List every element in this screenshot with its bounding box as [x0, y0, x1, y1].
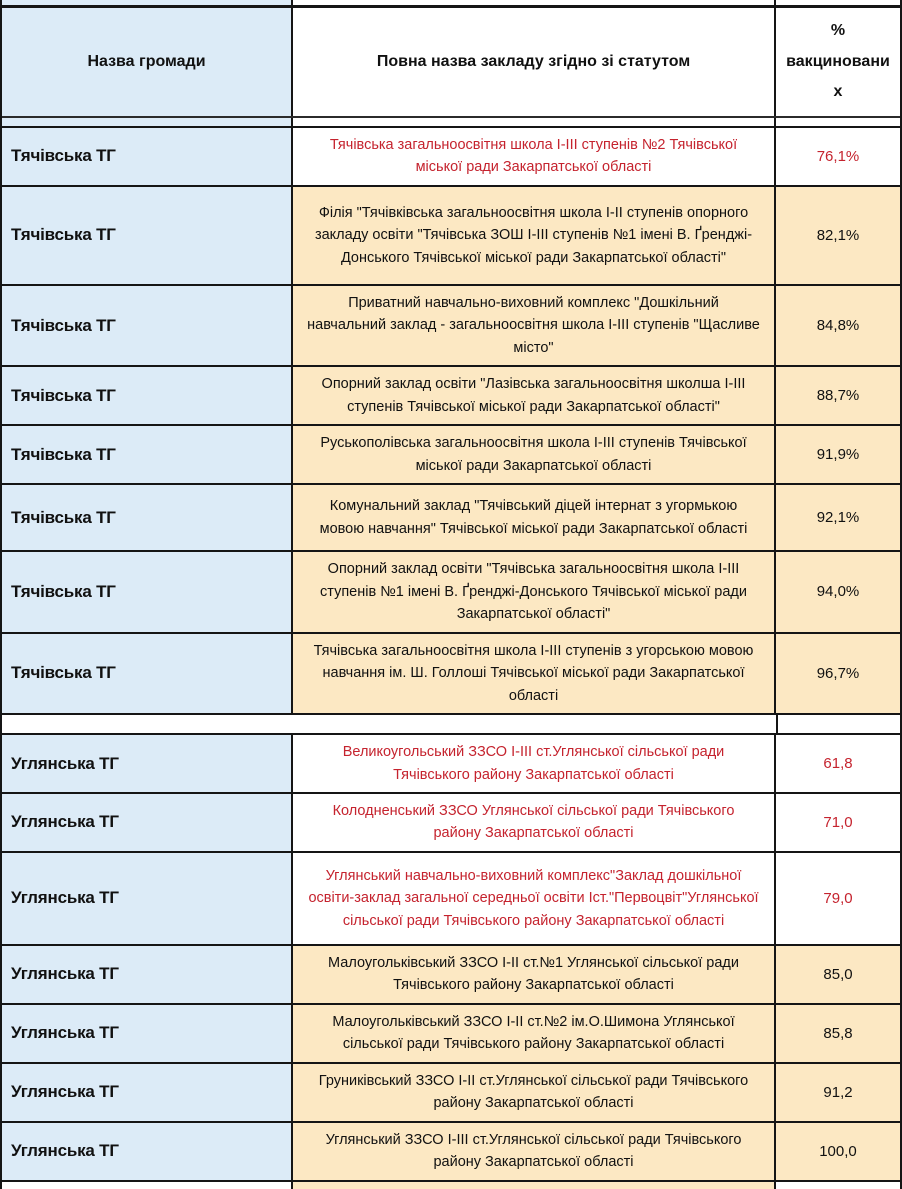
- table-row: [2, 485, 900, 552]
- school-name: Малоугольківський ЗЗСО І-ІІ ст.№1 Углянської сільської ради Тячівського району Закарпатської області: [328, 954, 739, 994]
- percent-value: 91,9%: [816, 446, 860, 464]
- table-row: [2, 735, 900, 794]
- group-spacer-row: [2, 715, 900, 735]
- school-name: Тячівська загальноосвітня школа І-ІІІ ступенів №2 Тячівської міської ради Закарпатської області: [329, 137, 738, 176]
- percent-cell[interactable]: [774, 1123, 900, 1180]
- header-percent-cell[interactable]: [774, 8, 900, 116]
- school-name: Опорний заклад освіти "Тячівська загальноосвітня школа І-ІІІ ступенів №1 імені В. Ґренджі-Донського Тячівської міської ради Закарпатської області": [320, 561, 747, 623]
- school-name: Приватний навчально-виховний комплекс "Дошкільний навчальний заклад - загальноосвітня школа І-ІІІ ступенів "Щасливе місто": [307, 294, 760, 356]
- community-cell[interactable]: [2, 1123, 291, 1180]
- header-school-label: Повна назва закладу згідно зі статутом: [376, 52, 691, 70]
- table-row: [2, 552, 900, 633]
- school-name: Опорний заклад освіти "Лазівська загальноосвітня школша І-ІІІ ступенів Тячівської міської ради Закарпатської області": [321, 376, 746, 415]
- percent-value: 88,7%: [816, 387, 860, 405]
- community-name: Углянська ТГ: [11, 1023, 119, 1043]
- community-cell[interactable]: [2, 552, 291, 631]
- percent-cell[interactable]: [774, 187, 900, 284]
- header-community-label: Назва громади: [87, 52, 206, 70]
- community-cell[interactable]: [2, 187, 291, 284]
- school-cell[interactable]: [291, 128, 774, 185]
- cutoff-cell: [774, 1182, 900, 1189]
- percent-value: 96,7%: [816, 664, 860, 682]
- school-name: Углянський навчально-виховний комплекс"Заклад дошкільної освіти-заклад загальної середньої освіти Іст."Первоцвіт"Углянської сільської ради Тячівського району Закарпатської області: [308, 867, 759, 929]
- divider-cell: [291, 118, 774, 126]
- percent-value: 82,1%: [816, 226, 860, 244]
- percent-cell[interactable]: [774, 426, 900, 483]
- header-percent-label: % вакцинованих: [786, 22, 890, 101]
- table-row: [2, 1005, 900, 1064]
- community-name: Тячівська ТГ: [11, 507, 116, 527]
- community-cell[interactable]: [2, 735, 291, 792]
- cutoff-cell: [2, 0, 291, 5]
- percent-cell[interactable]: [774, 128, 900, 185]
- header-school-cell[interactable]: [291, 8, 774, 116]
- table-row: [2, 426, 900, 485]
- table-body: [2, 128, 900, 1182]
- community-name: Углянська ТГ: [11, 812, 119, 832]
- community-cell[interactable]: [2, 634, 291, 713]
- table-row: [2, 1123, 900, 1182]
- community-name: Тячівська ТГ: [11, 663, 116, 683]
- community-name: Углянська ТГ: [11, 753, 119, 773]
- community-cell[interactable]: [2, 128, 291, 185]
- school-cell[interactable]: [291, 946, 774, 1003]
- community-name: Тячівська ТГ: [11, 581, 116, 601]
- percent-cell[interactable]: [774, 552, 900, 631]
- percent-value: 61,8: [823, 755, 853, 772]
- school-cell[interactable]: [291, 1123, 774, 1180]
- percent-value: 94,0%: [816, 583, 860, 601]
- school-name: Колодненський ЗЗСО Углянської сільської ради Тячівського району Закарпатської області: [332, 802, 735, 842]
- school-cell[interactable]: [291, 853, 774, 944]
- school-cell[interactable]: [291, 735, 774, 792]
- community-name: Тячівська ТГ: [11, 385, 116, 405]
- spacer-cell: [2, 715, 776, 733]
- table-row: [2, 853, 900, 946]
- community-cell[interactable]: [2, 426, 291, 483]
- community-name: Углянська ТГ: [11, 964, 119, 984]
- cutoff-row-top: [2, 0, 900, 8]
- school-cell[interactable]: [291, 367, 774, 424]
- community-name: Углянська ТГ: [11, 1141, 119, 1161]
- table-row: [2, 367, 900, 426]
- percent-cell[interactable]: [774, 634, 900, 713]
- community-cell[interactable]: [2, 367, 291, 424]
- community-name: Углянська ТГ: [11, 888, 119, 908]
- percent-cell[interactable]: [774, 1005, 900, 1062]
- community-cell[interactable]: [2, 1064, 291, 1121]
- school-cell[interactable]: [291, 794, 774, 851]
- percent-value: 85,0: [823, 965, 853, 983]
- percent-cell[interactable]: [774, 367, 900, 424]
- school-cell[interactable]: [291, 634, 774, 713]
- cutoff-cell: [2, 1182, 291, 1189]
- school-cell[interactable]: [291, 426, 774, 483]
- cutoff-cell: [774, 0, 900, 5]
- school-name: Філія "Тячівківська загальноосвітня школа І-ІІ ступенів опорного закладу освіти "Тячівська ЗОШ І-ІІІ ступенів №1 імені В. Ґренджі-Донського Тячівської міської ради Закарпатської області": [314, 204, 753, 266]
- divider-cell: [774, 118, 900, 126]
- school-name: Комунальний заклад "Тячівський діцей інтернат з угормькою мовою навчання" Тячівської міської ради Закарпатської області: [319, 498, 748, 537]
- table-row: [2, 286, 900, 367]
- school-name: Углянський ЗЗСО І-ІІІ ст.Углянської сільської ради Тячівського району Закарпатської області: [325, 1131, 742, 1171]
- community-name: Тячівська ТГ: [11, 146, 116, 166]
- percent-value: 85,8: [823, 1024, 853, 1042]
- table-row: [2, 1064, 900, 1123]
- header-community-cell[interactable]: [2, 8, 291, 116]
- community-cell[interactable]: [2, 853, 291, 944]
- school-cell[interactable]: [291, 1005, 774, 1062]
- spacer-cell: [776, 715, 900, 733]
- percent-cell[interactable]: [774, 286, 900, 365]
- community-name: Углянська ТГ: [11, 1082, 119, 1102]
- percent-value: 71,0: [823, 813, 853, 831]
- percent-value: 79,0: [823, 889, 853, 907]
- table-row: [2, 946, 900, 1005]
- community-cell[interactable]: [2, 1005, 291, 1062]
- community-cell[interactable]: [2, 286, 291, 365]
- community-name: Тячівська ТГ: [11, 225, 116, 245]
- school-cell[interactable]: [291, 485, 774, 550]
- percent-cell[interactable]: [774, 485, 900, 550]
- percent-cell[interactable]: [774, 1064, 900, 1121]
- school-name: Великоугольський ЗЗСО І-ІІІ ст.Углянської сільської ради Тячівського району Закарпатської області: [342, 744, 725, 783]
- cutoff-cell: [291, 0, 774, 5]
- cutoff-cell: [291, 1182, 774, 1189]
- table-row: [2, 128, 900, 187]
- community-cell[interactable]: [2, 946, 291, 1003]
- table-header: [2, 8, 900, 118]
- school-cell[interactable]: [291, 286, 774, 365]
- percent-value: 84,8%: [816, 317, 860, 335]
- community-name: Тячівська ТГ: [11, 444, 116, 464]
- percent-cell[interactable]: [774, 794, 900, 851]
- table-row: [2, 187, 900, 286]
- school-name: Груниківський ЗЗСО І-ІІ ст.Углянської сільської ради Тячівського району Закарпатської області: [318, 1072, 749, 1112]
- community-cell[interactable]: [2, 794, 291, 851]
- percent-cell[interactable]: [774, 735, 900, 792]
- divider-cell: [2, 118, 291, 126]
- school-cell[interactable]: [291, 552, 774, 631]
- community-cell[interactable]: [2, 485, 291, 550]
- table-row: [2, 794, 900, 853]
- header-divider-row: [2, 118, 900, 128]
- table-row: [2, 634, 900, 715]
- school-cell[interactable]: [291, 187, 774, 284]
- community-name: Тячівська ТГ: [11, 315, 116, 335]
- school-name: Малоугольківський ЗЗСО І-ІІ ст.№2 ім.О.Шимона Углянської сільської ради Тячівського району Закарпатської області: [332, 1013, 735, 1053]
- percent-value: 76,1%: [816, 147, 860, 165]
- percent-value: 92,1%: [816, 509, 860, 527]
- percent-value: 100,0: [819, 1142, 857, 1160]
- percent-value: 91,2: [823, 1083, 853, 1101]
- percent-cell[interactable]: [774, 946, 900, 1003]
- school-cell[interactable]: [291, 1064, 774, 1121]
- percent-cell[interactable]: [774, 853, 900, 944]
- school-name: Руськополівська загальноосвітня школа І-ІІІ ступенів Тячівської міської ради Закарпатської області: [320, 435, 747, 474]
- cutoff-row-bottom: [2, 1182, 900, 1189]
- school-name: Тячівська загальноосвітня школа І-ІІІ ступенів з угорською мовою навчання ім. Ш. Голлоші Тячівської міської ради Закарпатської області: [313, 642, 754, 704]
